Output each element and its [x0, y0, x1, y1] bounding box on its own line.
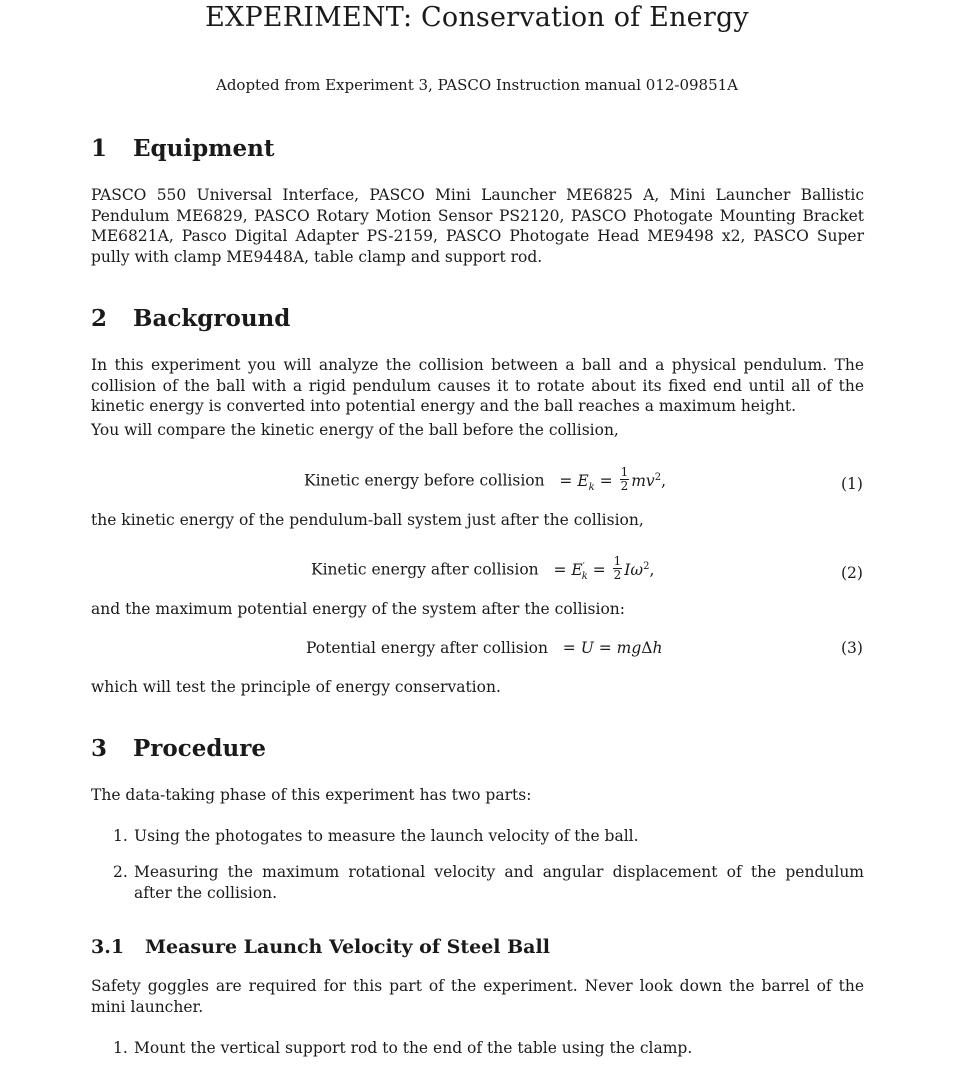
- after-eq2-line: and the maximum potential energy of the system after the collision:: [91, 600, 625, 618]
- subsection-number: 3.1: [91, 936, 125, 958]
- equation-1: [304, 465, 666, 495]
- procedure-intro: The data-taking phase of this experiment has two parts:: [91, 786, 532, 804]
- equation-math: = $E'_k$ = $\frac{1}{2}$ $I\omega^2$,: [543, 554, 655, 582]
- equation-number: (3): [841, 639, 863, 657]
- equation-label: Kinetic energy before collision: [304, 471, 545, 490]
- subsection-heading: [91, 936, 550, 958]
- equation-3: [306, 639, 662, 657]
- list-text: Measuring the maximum rotational velocity and angular displacement of the pendulum after the collision.: [134, 863, 864, 902]
- section-title: Procedure: [133, 735, 266, 762]
- equation-label: Kinetic energy after collision: [311, 560, 539, 579]
- page-subtitle: Adopted from Experiment 3, PASCO Instruction manual 012-09851A: [215, 76, 739, 94]
- page-title: EXPERIMENT: Conservation of Energy: [205, 2, 749, 33]
- list-number: 2.: [113, 863, 128, 881]
- compare-line: You will compare the kinetic energy of the ball before the collision,: [91, 421, 619, 439]
- section-number: 1: [91, 135, 108, 162]
- closing-line: which will test the principle of energy conservation.: [91, 678, 501, 696]
- list-text: Using the photogates to measure the launch velocity of the ball.: [134, 827, 639, 845]
- list-text: Mount the vertical support rod to the end of the table using the clamp.: [134, 1039, 693, 1057]
- list-number: 1.: [113, 827, 128, 845]
- equipment-paragraph: PASCO 550 Universal Interface, PASCO Mini Launcher ME6825 A, Mini Launcher Ballistic Pendulum ME6829, PASCO Rotary Motion Sensor PS2120, PASCO Photogate Mounting Bracket ME6821A, Pasco Digital Adapter PS-2159, PASCO Photogate Head ME9498 x2, PASCO Super pully with clamp ME9448A, table clamp and support rod.: [91, 186, 864, 266]
- section-heading-equipment: [91, 135, 274, 162]
- equation-number: (2): [841, 564, 863, 582]
- subsection-title: Measure Launch Velocity of Steel Ball: [145, 936, 550, 958]
- list-number: 1.: [113, 1039, 128, 1057]
- safety-paragraph: Safety goggles are required for this part of the experiment. Never look down the barrel of the mini launcher.: [91, 977, 864, 1016]
- background-paragraph: In this experiment you will analyze the collision between a ball and a physical pendulum. The collision of the ball with a rigid pendulum causes it to rotate about its fixed end until all of the kinetic energy is converted into potential energy and the ball reaches a maximum height.: [91, 356, 864, 415]
- section-heading-background: [91, 305, 290, 332]
- section-number: 2: [91, 305, 108, 332]
- equation-2: [311, 554, 655, 584]
- equation-number: (1): [841, 475, 863, 493]
- equation-math: = U = mgΔh: [552, 639, 663, 657]
- after-eq1-line: the kinetic energy of the pendulum-ball system just after the collision,: [91, 511, 644, 529]
- equation-label: Potential energy after collision: [306, 639, 548, 657]
- section-title: Equipment: [133, 135, 275, 162]
- section-number: 3: [91, 735, 108, 762]
- section-title: Background: [133, 305, 291, 332]
- section-heading-procedure: [91, 735, 266, 762]
- equation-math: = $E_k$ = $\frac{1}{2}$ $mv^2$,: [549, 465, 666, 493]
